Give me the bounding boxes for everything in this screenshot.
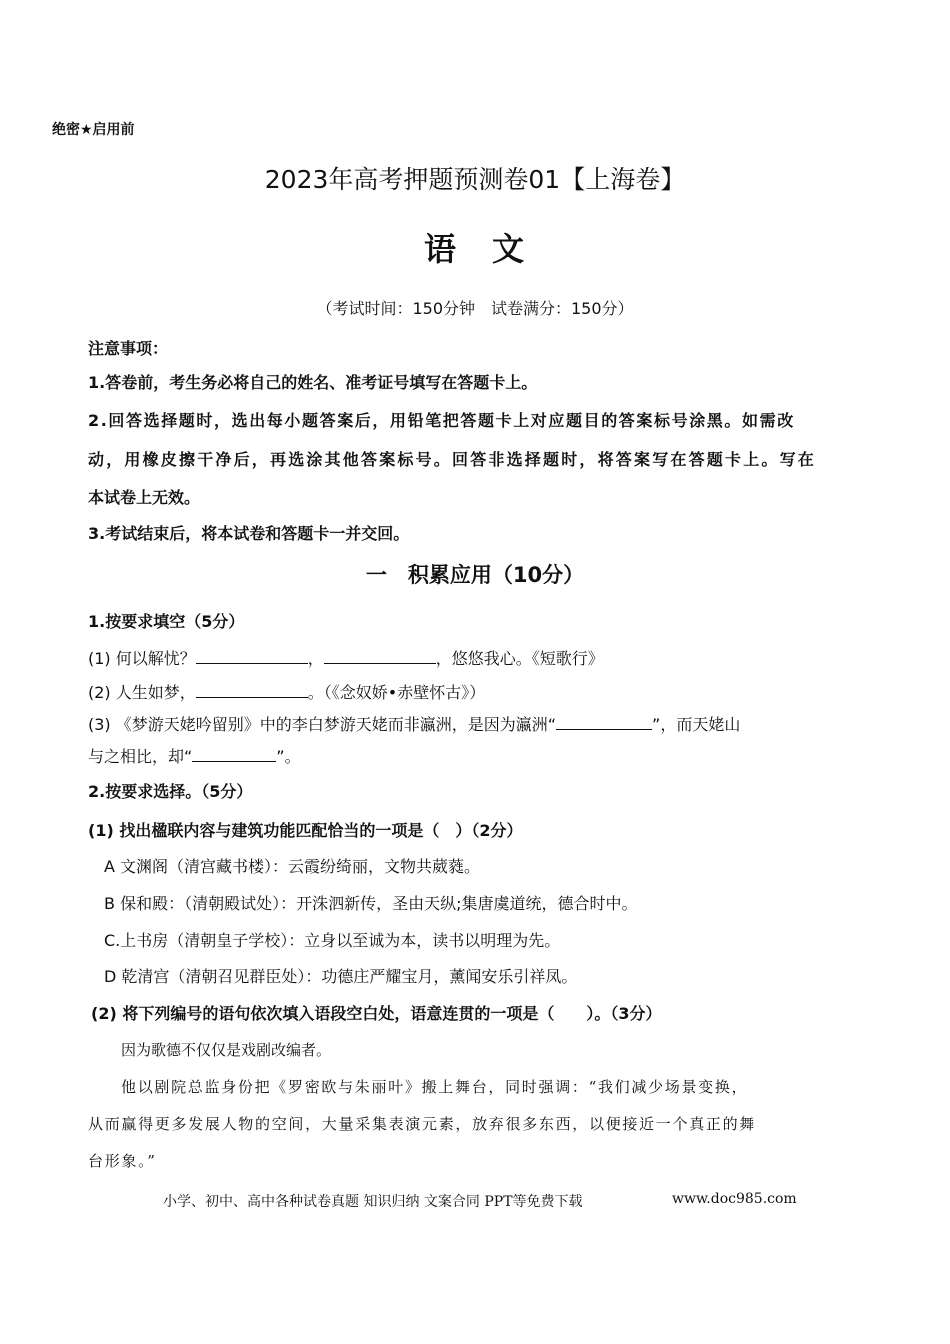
fill-text: (3) 《梦游天姥吟留别》中的李白梦游天姥而非瀛洲，是因为瀛洲“ — [88, 715, 557, 734]
secret-mark: 绝密★启用前 — [52, 122, 135, 138]
fill-text: ，悠悠我心。《短歌行》 — [435, 649, 604, 668]
fill-text: 。（《念奴娇•赤壁怀古》） — [307, 683, 486, 702]
answer-blank[interactable] — [556, 715, 652, 730]
passage-line: 台形象。” — [88, 1152, 157, 1170]
fill-text: (1) 何以解忧？ — [88, 649, 196, 668]
fill-line-1 — [88, 646, 604, 669]
passage-line: 因为歌德不仅仅是戏剧改编者。 — [121, 1041, 332, 1059]
fill-text: 与之相比，却“ — [88, 747, 193, 766]
exam-info: （考试时间：150分钟 试卷满分：150分） — [316, 299, 634, 318]
passage-line: 他以剧院总监身份把《罗密欧与朱丽叶》搬上舞台，同时强调：“我们减少场景变换， — [121, 1078, 749, 1096]
passage-line: 从而赢得更多发展人物的空间，大量采集表演元素，放弃很多东西，以便接近一个真正的舞 — [88, 1115, 757, 1133]
note-item: 动，用橡皮擦干净后，再选涂其他答案标号。回答非选择题时，将答案写在答题卡上。写在 — [88, 450, 817, 469]
footer-link[interactable]: www.doc985.com — [672, 1191, 797, 1207]
note-item: 2.回答选择题时，选出每小题答案后，用铅笔把答题卡上对应题目的答案标号涂黑。如需改 — [88, 411, 795, 430]
section-title: 一 积累应用（10分） — [365, 563, 585, 587]
footer-text: 小学、初中、高中各种试卷真题 知识归纳 文案合同 PPT等免费下载 — [163, 1194, 583, 1210]
fill-line-3 — [88, 712, 740, 735]
fill-text: ”，而天姥山 — [652, 715, 741, 734]
fill-text: (2) 人生如梦， — [88, 683, 196, 702]
question-title: 1.按要求填空（5分） — [88, 612, 245, 631]
notes-heading: 注意事项： — [88, 339, 169, 358]
question-title: 2.按要求选择。（5分） — [88, 782, 253, 801]
note-item: 本试卷上无效。 — [88, 488, 201, 507]
note-item: 3.考试结束后，将本试卷和答题卡一并交回。 — [88, 524, 410, 543]
fill-line-2 — [88, 680, 485, 703]
fill-text: ， — [307, 649, 324, 668]
option-d: D 乾清宫（清朝召见群臣处）：功德庄严耀宝月，薰闻安乐引祥凤。 — [104, 967, 578, 986]
note-item: 1.答卷前，考生务必将自己的姓名、准考证号填写在答题卡上。 — [88, 373, 538, 392]
answer-blank[interactable] — [192, 747, 276, 762]
option-c: C.上书房（清朝皇子学校）：立身以至诚为本，读书以明理为先。 — [104, 931, 561, 950]
subquestion-title: (2) 将下列编号的语句依次填入语段空白处，语意连贯的一项是（ ）。（3分） — [91, 1004, 662, 1023]
exam-title: 2023年高考押题预测卷01【上海卷】 — [264, 165, 686, 194]
answer-blank[interactable] — [196, 649, 308, 664]
answer-blank[interactable] — [324, 649, 436, 664]
fill-line-4 — [88, 744, 301, 767]
answer-blank[interactable] — [196, 683, 308, 698]
option-b: B 保和殿：（清朝殿试处）：开洙泗新传，圣由天纵;集唐虞道统，德合时中。 — [104, 894, 638, 913]
subquestion-title: (1) 找出楹联内容与建筑功能匹配恰当的一项是（ ）（2分） — [88, 821, 523, 840]
subject-title: 语 文 — [423, 230, 526, 268]
fill-text: ”。 — [276, 747, 301, 766]
option-a: A 文渊阁（清宫藏书楼）：云霞纷绮丽，文物共葳蕤。 — [104, 857, 481, 876]
